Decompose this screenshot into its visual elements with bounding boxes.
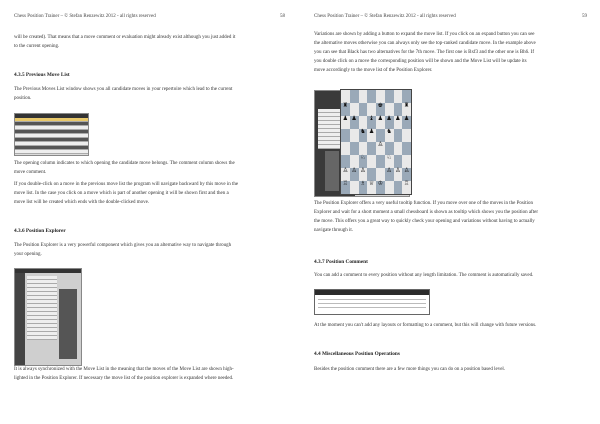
- running-header: Chess Position Trainer – © Stefan Renzewitz 2012 - all rights reserved 59: [314, 14, 587, 19]
- board-square: [394, 116, 403, 129]
- section-heading-position-comment: 4.3.7 Position Comment: [314, 259, 368, 265]
- board-square: [394, 168, 403, 181]
- chess-piece: ♟: [386, 115, 392, 122]
- chess-piece: ♟: [377, 115, 384, 122]
- board-square: [385, 181, 394, 194]
- section-heading-misc-position-operations: 4.4 Miscellaneous Position Operations: [314, 351, 400, 357]
- board-square: [385, 129, 394, 142]
- board-square: [367, 90, 376, 103]
- chess-piece: ♙: [386, 167, 392, 174]
- chess-piece: ♖: [403, 180, 410, 187]
- board-square: [359, 103, 368, 116]
- board-square: [394, 129, 403, 142]
- board-square: [402, 142, 411, 155]
- board-square: [367, 129, 376, 142]
- board-square: [367, 181, 376, 194]
- board-square: [350, 90, 359, 103]
- misc-operations-paragraph: Besides the position comment there are a few more things you can do on a position based level.: [314, 367, 506, 372]
- chess-piece: ♙: [377, 141, 384, 148]
- chess-piece: ♔: [377, 180, 384, 187]
- board-square: [367, 142, 376, 155]
- board-square: [402, 181, 411, 194]
- board-square: [402, 116, 411, 129]
- chess-piece: ♟: [395, 115, 401, 122]
- page-number: 59: [582, 14, 587, 19]
- chess-piece: ♘: [360, 154, 366, 161]
- running-header: Chess Position Trainer – © Stefan Renzewitz 2012 - all rights reserved 58: [14, 14, 285, 19]
- right-page: [300, 0, 600, 424]
- tooltip-paragraph: The Position Explorer offers a very useful tooltip function. If you move over one of the moves in the Position Explorer and wait for a short moment a small chessboard is shown as tooltip which shows you the position after the move. This offers you a great way to quickly check your opening and variations without having to actually navigate through it.: [314, 201, 538, 233]
- chess-piece: ♞: [386, 128, 392, 135]
- board-square: [385, 90, 394, 103]
- board-square: [341, 129, 350, 142]
- board-square: [350, 116, 359, 129]
- chess-piece: ♕: [368, 180, 375, 187]
- board-square: [350, 168, 359, 181]
- chess-piece: ♘: [386, 154, 392, 161]
- chess-piece: ♚: [377, 102, 384, 109]
- board-square: [341, 116, 350, 129]
- opening-column-paragraph: The opening column indicates to which opening the candidate move belongs. The comment column shows the move comment. If you double-click on a move in the previous move list the program will navigate backward by this move in the move list. In the case you click on a move which is part of another opening it will be shown first and then a move list will be created which ends with the double-clicked move.: [14, 161, 239, 205]
- board-square: [359, 181, 368, 194]
- formatting-paragraph: At the moment you can't add any layouts or formatting to a comment, but this will change with future versions.: [314, 323, 537, 328]
- board-square: [341, 181, 350, 194]
- board-square: [350, 181, 359, 194]
- board-square: [359, 90, 368, 103]
- chess-piece: ♝: [368, 115, 375, 122]
- board-square: [376, 116, 385, 129]
- chess-piece: ♙: [351, 167, 357, 174]
- chess-piece: ♞: [360, 128, 366, 135]
- tooltip-chessboard: [340, 89, 412, 195]
- board-square: [376, 181, 385, 194]
- section-heading-previous-move-list: 4.3.5 Previous Move List: [14, 72, 70, 78]
- position-comment-paragraph: You can add a comment to every position without any length limitation. The comment is automatically saved.: [314, 273, 534, 278]
- previous-move-list-screenshot: [14, 113, 89, 156]
- chess-piece: ♜: [403, 102, 410, 109]
- chess-piece: ♗: [360, 180, 366, 187]
- intro-paragraph: will be created). That means that a move comment or evaluation might already exist although you just added it to the current opening.: [14, 35, 236, 49]
- synchronized-paragraph: It is always synchronized with the Move List in the meaning that the moves of the Move List are shown high- lighted in the Position Explorer. If necessary the move list of the position explorer is expanded where needed.: [14, 367, 234, 381]
- chess-piece: ♙: [403, 167, 410, 174]
- chess-piece: ♟: [403, 115, 410, 122]
- position-explorer-tree-screenshot: [14, 268, 82, 366]
- board-square: [394, 142, 403, 155]
- chess-piece: ♙: [395, 167, 401, 174]
- variations-paragraph: Variations are shown by adding a button to expand the move list. If you click on an expand button you can see the alternative moves otherwise you can always only see the top-ranked candidate move. In the example above you can see that Black has two alternatives for the 7th move. The first one is Bxf3 and the other one is Bh6. If you double click on a move the corresponding position will be shown and the Move List will be update its move accordingly to the move list of the Position Explorer.: [314, 32, 536, 73]
- board-square: [376, 142, 385, 155]
- chess-piece: ♟: [342, 115, 349, 122]
- board-square: [376, 155, 385, 168]
- chess-piece: ♟: [351, 115, 357, 122]
- board-square: [402, 129, 411, 142]
- position-explorer-paragraph: The Position Explorer is a very powerful component which gives you an alternative way to navigate through your opening.: [14, 243, 232, 257]
- board-square: [359, 129, 368, 142]
- board-square: [394, 181, 403, 194]
- chess-piece: ♟: [368, 128, 375, 135]
- chess-piece: ♖: [342, 180, 349, 187]
- page-number: 58: [280, 14, 285, 19]
- chess-piece: ♙: [360, 167, 366, 174]
- previous-move-list-paragraph: The Previous Moves List window shows you all candidate moves in your repertoire which lead to the current position.: [14, 87, 233, 101]
- board-square: [350, 129, 359, 142]
- position-comment-screenshot: [314, 289, 430, 315]
- board-square: [394, 90, 403, 103]
- board-square: [350, 142, 359, 155]
- board-square: [367, 155, 376, 168]
- chess-piece: ♙: [342, 167, 349, 174]
- board-square: [341, 142, 350, 155]
- section-heading-position-explorer: 4.3.6 Position Explorer: [14, 228, 66, 234]
- chess-piece: ♜: [342, 102, 349, 109]
- board-square: [385, 168, 394, 181]
